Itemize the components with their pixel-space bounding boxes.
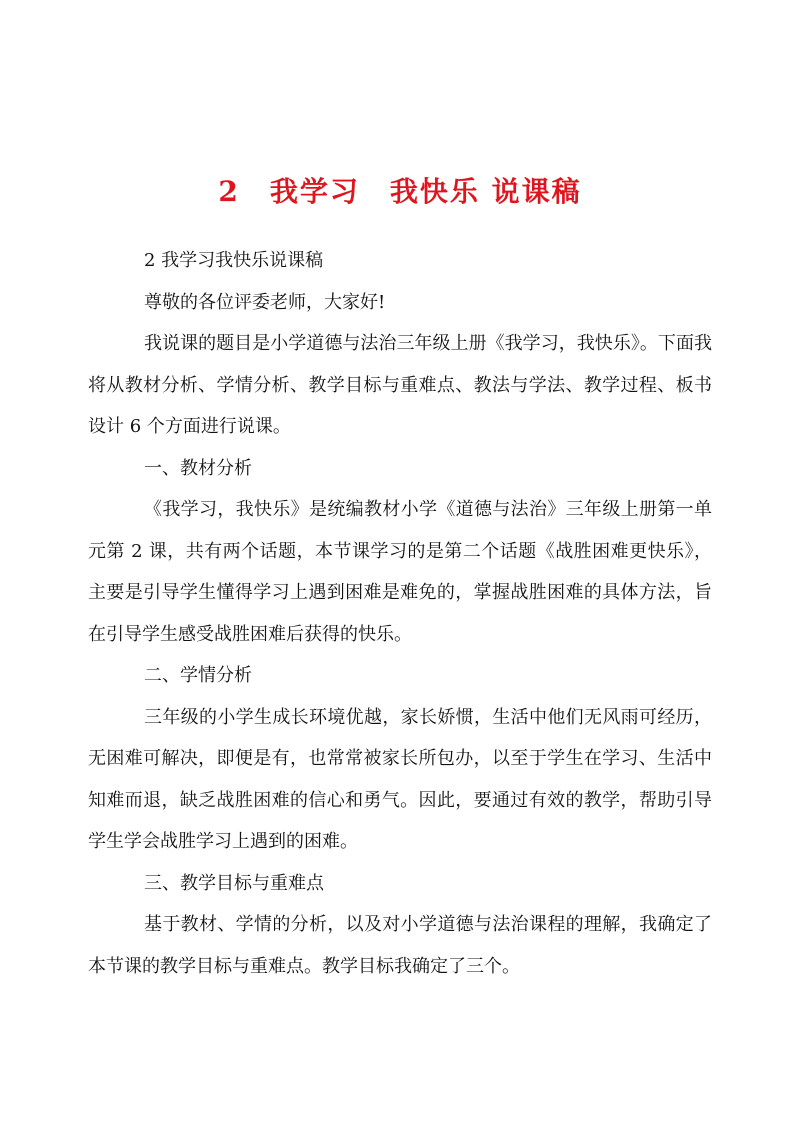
document-body [88, 240, 712, 987]
section-heading-student-analysis: 二、学情分析 [144, 665, 252, 686]
section-heading-textbook-analysis: 一、教材分析 [144, 457, 252, 479]
paragraph-subtitle: 2 我学习我快乐说课稿 [144, 250, 324, 271]
paragraph-student-analysis: 三年级的小学生成长环境优越，家长娇惯，生活中他们无风雨可经历，无困难可解决，即便是有，也常常被家长所包办，以至于学生在学习、生活中知难而退，缺乏战胜困难的信心和勇气。因此，要通过有效的教学，帮助引导学生学会战胜学习上遇到的困难。 [88, 706, 712, 852]
paragraph-textbook-analysis: 《我学习，我快乐》是统编教材小学《道德与法治》三年级上册第一单元第 2 课，共有两个话题，本节课学习的是第二个话题《战胜困难更快乐》，主要是引导学生懂得学习上遇到困难是难免的，掌握战胜困难的具体方法，旨在引导学生感受战胜困难后获得的快乐。 [88, 499, 712, 645]
document-title: 2 我学习 我快乐 说课稿 [218, 175, 582, 208]
paragraph-greeting: 尊敬的各位评委老师，大家好! [144, 291, 386, 313]
paragraph-teaching-goals: 基于教材、学情的分析，以及对小学道德与法治课程的理解，我确定了本节课的教学目标与重难点。教学目标我确定了三个。 [88, 914, 712, 977]
paragraph-intro: 我说课的题目是小学道德与法治三年级上册《我学习，我快乐》。下面我将从教材分析、学情分析、教学目标与重难点、教法与学法、教学过程、板书设计 6 个方面进行说课。 [88, 333, 712, 437]
section-heading-teaching-goals: 三、教学目标与重难点 [144, 872, 324, 894]
